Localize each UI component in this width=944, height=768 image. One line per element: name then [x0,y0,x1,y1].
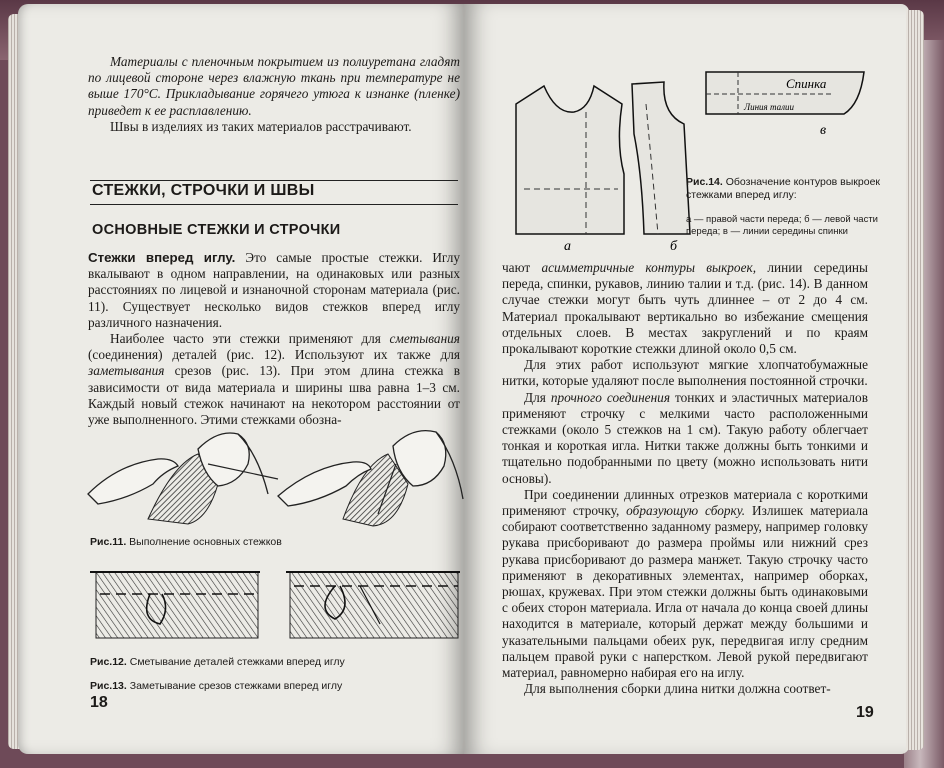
subsection-title: ОСНОВНЫЕ СТЕЖКИ И СТРОЧКИ [92,222,341,238]
right-page-edges [906,10,924,750]
letter-b: б [670,239,678,254]
page-number-right: 19 [856,704,874,721]
section-rule-top [90,180,458,181]
intro-paragraph-2: Швы в изделиях из таких материалов расстрачивают. [110,118,412,134]
hands-drawing-left [88,433,278,524]
figure-13-caption: Рис.13. Заметывание срезов стежками вперед иглу [90,680,343,692]
paragraph-r4: При соединении длинных отрезков материала с короткими применяют строчку, образующую сборку. Излишек материала собирают соответственно заданному размеру, например головку рукава присборивают до размера проймы или нижний срез рукава присборивают до размера манжет. Такую строчку часто применяют в декоративных элементах, например оборках, рюшах, кружевах. При этом стежки должны быть одинаковыми с обеих сторон материала. Игла от начала до конца своей длины находится в материале, который держат между большими и указательными пальцами обеих рук, передвигая иглу средним пальцем правой руки с наперстком. Левой рукой передвигают материал, равномерно набирая его на иглу. [502,486,868,681]
section-rule-bottom [90,204,458,205]
body-text-right [502,260,868,697]
paragraph-r5: Для выполнения сборки длина нитки должна соответ- [524,681,831,697]
figure-11-illustration [78,424,464,539]
left-page [18,4,464,754]
intro-paragraph-1: Материалы с пленочным покрытием из полиуретана гладят по лицевой стороне через влажную ткань при температуре не выше 170°С. Прикладывание горячего утюга к изнанке (пленке) приведет к ее расплавлению. [88,54,460,118]
paragraph-r2: Для этих работ используют мягкие хлопчатобумажные нитки, которые удаляют после выполнения постоянной строчки. [502,357,868,389]
page-number-left: 18 [90,694,108,711]
runin-heading: Стежки вперед иглу. [88,250,236,265]
body-text-left [88,250,460,428]
figure-14-caption: Рис.14. Обозначение контуров выкроек стежками вперед иглу: [686,176,881,201]
figure-12-caption: Рис.12. Сметывание деталей стежками вперед иглу [90,656,345,668]
back-label: Спинка [786,76,827,91]
figure-12-illustration [90,564,462,648]
right-page [464,4,909,754]
open-book [18,4,920,764]
front-right-piece [516,86,624,234]
letter-a: а [564,239,571,254]
paragraph-r3: Для прочного соединения тонких и эластичных материалов применяют строчку с мелкими часто расположенными стежками (около 5 стежков на 1 см). Такую работу облегчает тонкая и короткая игла. Нитки также должны быть тонкими и тщательно подобранными по цвету (можно использовать нити основы). [502,389,868,486]
paragraph-2: Наиболее часто эти стежки применяют для сметывания (соединения) деталей (рис. 12). Используют их также для заметывания срезов (рис. 13). При этом длина стежка в зависимости от вида материала и ширины шва равна 1–3 см. Каждый новый стежок начинают на некотором расстоянии от уже выполненного. Этими стежками обозна- [88,331,460,428]
letter-v: в [820,123,827,138]
waist-label: Линия талии [744,102,795,112]
figure-14-legend: а — правой части переда; б — левой части переда; в — линии середины спинки [686,214,878,237]
front-left-piece [632,82,690,234]
figure-11-caption: Рис.11. Выполнение основных стежков [90,536,282,548]
section-title: СТЕЖКИ, СТРОЧКИ И ШВЫ [92,182,315,199]
intro-text [88,54,460,135]
hands-drawing-right [278,431,463,526]
paragraph-1: Стежки вперед иглу. Это самые простые стежки. Иглу вкалывают в одном направлении, на одинаковых или разных расстояниях по лицевой и изнаночной сторонам материала (рис. 11). Существует несколько видов стежков вперед иглу различного назначения. [88,250,460,330]
paragraph-r1: чают асимметричные контуры выкроек, линии середины переда, спинки, рукавов, линию талии и т.д. (рис. 14). В данном случае стежки могут быть чуть длиннее – от 2 до 4 см. Материал прокалывают вертикально во избежание смещения отдельных слоев. В местах закруглений и по краям прокалывают короткие стежки длиной около 0,5 см. [502,260,868,357]
